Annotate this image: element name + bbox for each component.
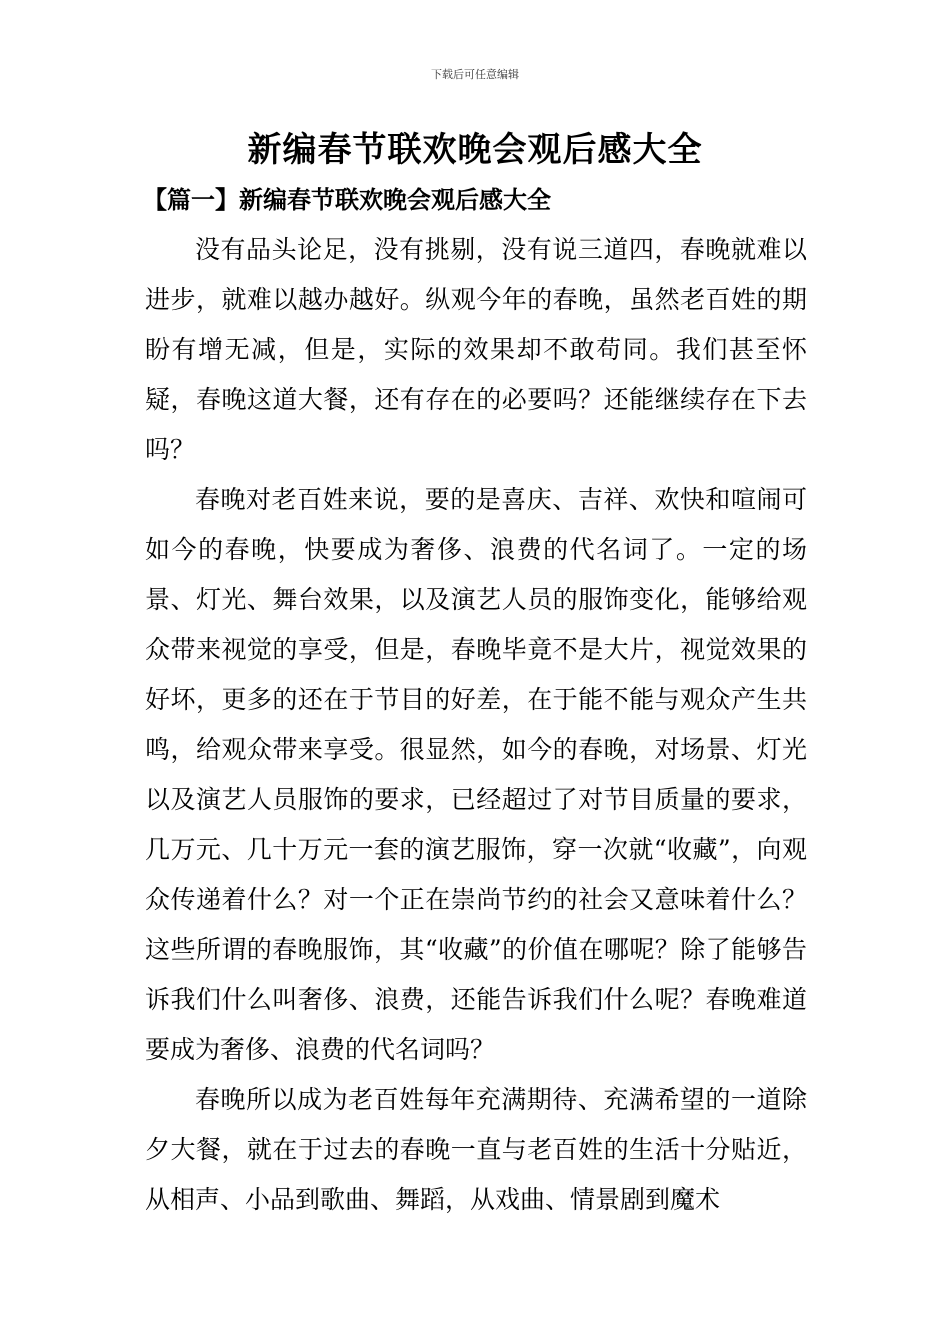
section-heading: 【篇一】新编春节联欢晚会观后感大全 xyxy=(143,185,551,214)
paragraph-3: 春晚所以成为老百姓每年充满期待、充满希望的一道除夕大餐，就在于过去的春晚一直与老百姓的生活十分贴近，从相声、小品到歌曲、舞蹈，从戏曲、情景剧到魔术 xyxy=(145,1085,807,1214)
document-body xyxy=(145,225,807,1225)
header-note: 下载后可任意编辑 xyxy=(431,68,519,81)
document-title: 新编春节联欢晚会观后感大全 xyxy=(247,130,703,170)
paragraph-1: 没有品头论足，没有挑剔，没有说三道四，春晚就难以进步，就难以越办越好。纵观今年的春晚，虽然老百姓的期盼有增无减，但是，实际的效果却不敢苟同。我们甚至怀疑，春晚这道大餐，还有存在的必要吗？还能继续存在下去吗？ xyxy=(145,235,807,464)
paragraph-2: 春晚对老百姓来说，要的是喜庆、吉祥、欢快和喧闹可如今的春晚，快要成为奢侈、浪费的代名词了。一定的场景、灯光、舞台效果，以及演艺人员的服饰变化，能够给观众带来视觉的享受，但是，春晚毕竟不是大片，视觉效果的好坏，更多的还在于节目的好差，在于能不能与观众产生共鸣，给观众带来享受。很显然，如今的春晚，对场景、灯光以及演艺人员服饰的要求，已经超过了对节目质量的要求，几万元、几十万元一套的演艺服饰，穿一次就“收藏”，向观众传递着什么？对一个正在崇尚节约的社会又意味着什么？这些所谓的春晚服饰，其“收藏”的价值在哪呢？除了能够告诉我们什么叫奢侈、浪费，还能告诉我们什么呢？春晚难道要成为奢侈、浪费的代名词吗？ xyxy=(145,485,807,1064)
